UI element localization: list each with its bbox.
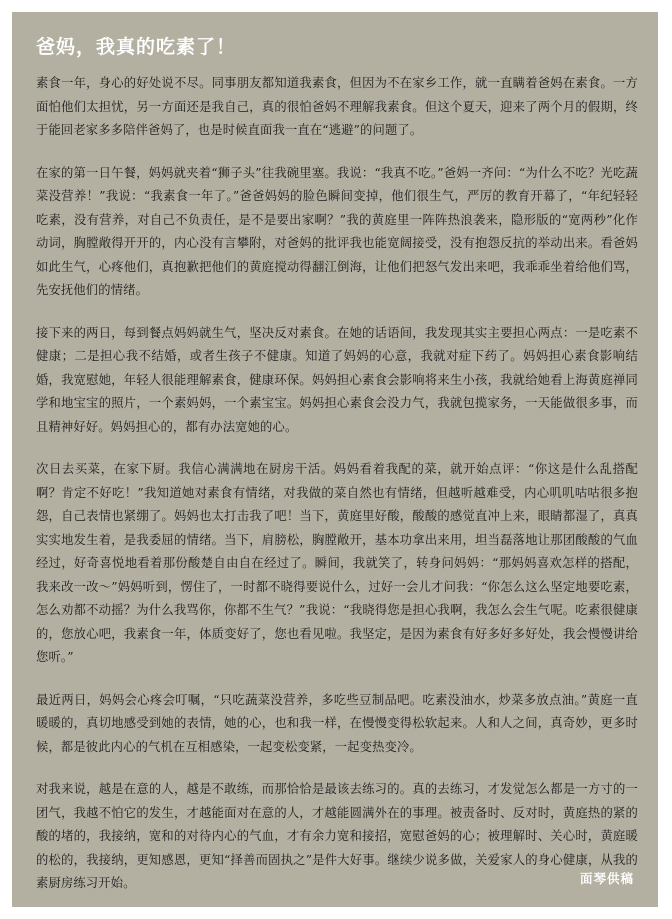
article-paragraph-6: 对我来说，越是在意的人，越是不敢练，而那恰恰是最该去练习的。真的去练习，才发觉怎么都是一方寸的一团气，我越不怕它的发生，才越能面对在意的人，才越能圆满外在的事理。被责备时、反对时，黄庭热的紧的酸的堵的，我接纳，宽和的对待内心的气血，才有余力宽和接招，宽慰爸妈的心；被理解时、关心时，黄庭暖的松的，我接纳，更知感恩，更知“择善而固执之”是件大好事。继续少说多做，关爱家人的身心健康，从我的素厨房练习开始。 <box>36 782 638 890</box>
article-paragraph-3: 接下来的两日，每到餐点妈妈就生气，坚决反对素食。在她的话语间，我发现其实主要担心两点：一是吃素不健康；二是担心我不结婚，或者生孩子不健康。知道了妈妈的心意，我就对症下药了。妈妈担心素食影响结婚，我宽慰她，年轻人很能理解素食，健康环保。妈妈担心素食会影响将来生小孩，我就给她看上海黄庭禅同学和地宝宝的照片，一个素妈妈，一个素宝宝。妈妈担心素食会没力气，我就包揽家务，一天能做很多事，而且精神好好。妈妈担心的，都有办法宽她的心。 <box>36 325 638 434</box>
article-panel <box>12 12 658 907</box>
article-paragraph-2: 在家的第一日午餐，妈妈就夹着“狮子头”往我碗里塞。我说：“我真不吃。”爸妈一齐问：“为什么不吃？光吃蔬菜没营养！”我说：“我素食一年了。”爸爸妈妈的脸色瞬间变掉，他们很生气，严厉的教育开幕了，“年纪轻轻吃素，没有营养，对自己不负责任，是不是要出家啊？”我的黄庭里一阵阵热浪袭来，隐形版的“宽两秒”化作动词，胸膛敞得开开的，内心没有言攀附，对爸妈的批评我也能宽阔接受，没有抱怨反抗的举动出来。看爸妈如此生气，心疼他们，真抱歉把他们的黄庭搅动得翻江倒海，让他们把怒气发出来吧，我乖乖坐着给他们骂，先安抚他们的情绪。 <box>36 165 638 297</box>
article-paragraph-4: 次日去买菜，在家下厨。我信心满满地在厨房干活。妈妈看着我配的菜，就开始点评：“你这是什么乱搭配啊？肯定不好吃！”我知道她对素食有情绪，对我做的菜自然也有情绪，但越听越难受，内心叽叽咕咕很多抱怨，自己表情也紧绷了。妈妈也太打击我了吧！当下，黄庭里好酸，酸酸的感觉直冲上来，眼睛都湿了，真真实实地发生着，是我委屈的情绪。当下，肩膀松，胸膛敞开，基本功拿出来用，坦当磊落地让那团酸酸的气血经过，好奇喜悦地看着那份酸楚自由自在经过了。瞬间，我就笑了，转身问妈妈：“那妈妈喜欢怎样的搭配，我来改一改～”妈妈听到，愣住了，一时都不晓得要说什么，过好一会儿才问我：“你怎么这么坚定地要吃素，怎么劝都不动摇？为什么我骂你，你都不生气？”我说：“我晓得您是担心我啊，我怎么会生气呢。吃素很健康的，您放心吧，我素食一年，体质变好了，您也看见啦。我坚定，是因为素食有好多好多好处，我会慢慢讲给您听。” <box>36 462 638 664</box>
article-paragraph-5: 最近两日，妈妈会心疼会叮嘱，“只吃蔬菜没营养，多吃些豆制品吧。吃素没油水，炒菜多放点油。”黄庭一直暖暖的，真切地感受到她的表情，她的心，也和我一样，在慢慢变得松软起来。人和人之间，真奇妙，更多时候，都是彼此内心的气机在互相感染，一起变松变紧，一起变热变冷。 <box>36 692 638 754</box>
article-signature: 面琴供稿 <box>579 871 634 886</box>
article-paragraph-1: 素食一年，身心的好处说不尽。同事朋友都知道我素食，但因为不在家乡工作，就一直瞒着爸妈在素食。一方面怕他们太担忧，另一方面还是我自己，真的很怕爸妈不理解我素食。但这个夏天，迎来了两个月的假期，终于能回老家多多陪伴爸妈了，也是时候直面我一直在“逃避”的问题了。 <box>36 76 638 137</box>
article-title: 爸妈，我真的吃素了！ <box>36 36 237 58</box>
